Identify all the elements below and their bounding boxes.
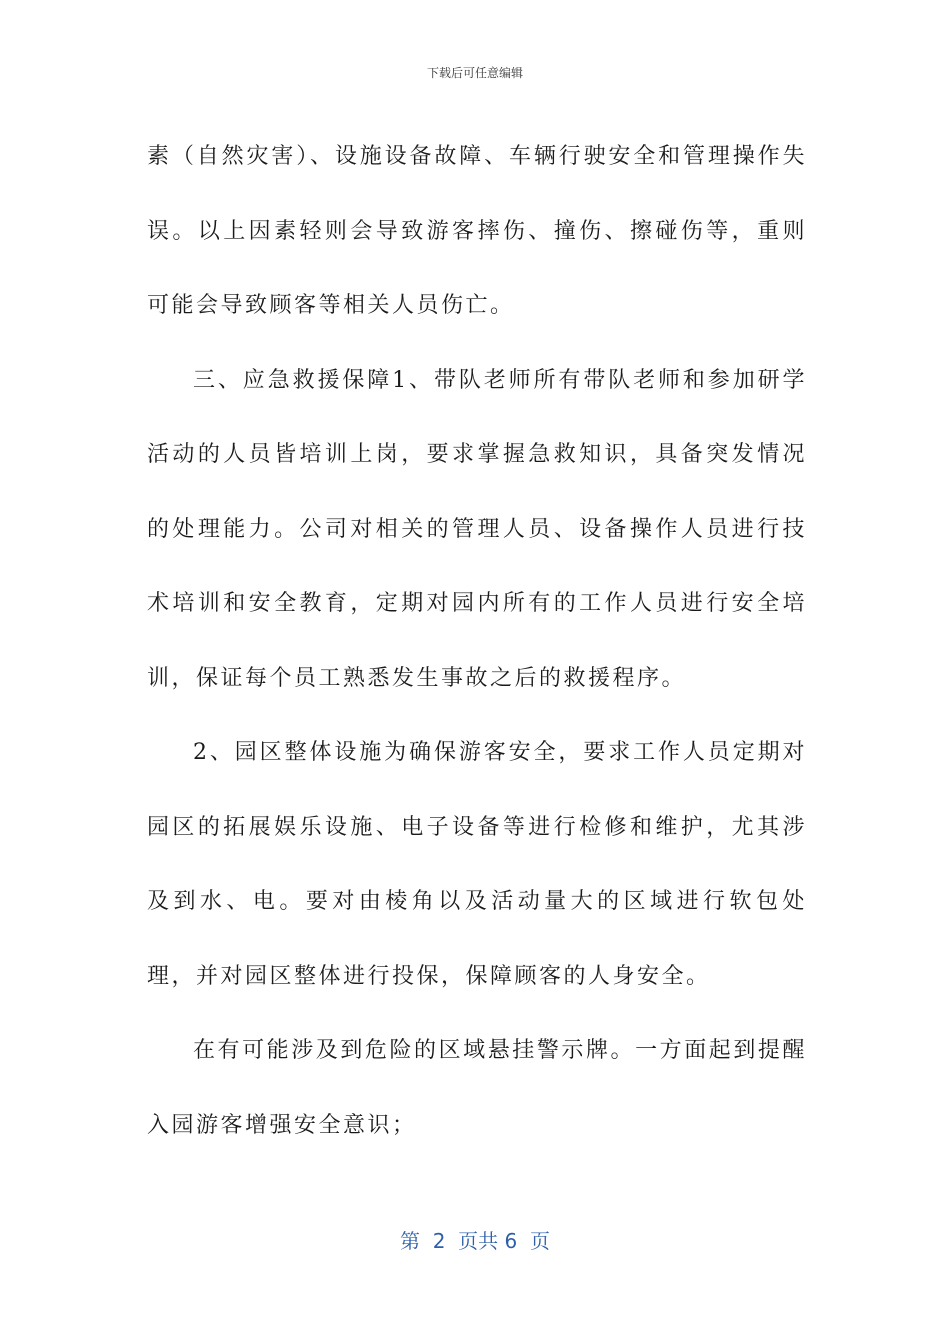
paragraph-park-facilities: 2、园区整体设施为确保游客安全，要求工作人员定期对园区的拓展娱乐设施、电子设备等进行检修和维护，尤其涉及到水、电。要对由棱角以及活动量大的区域进行软包处理，并对园区整体进行投保，保障顾客的人身安全。: [147, 740, 807, 989]
paragraph-continuation: 素（自然灾害）、设施设备故障、车辆行驶安全和管理操作失误。以上因素轻则会导致游客摔伤、撞伤、擦碰伤等，重则可能会导致顾客等相关人员伤亡。: [147, 144, 807, 318]
document-body: [147, 120, 807, 1163]
page-header: 下载后可任意编辑: [426, 66, 523, 80]
paragraph-emergency-rescue: 三、应急救援保障1、带队老师所有带队老师和参加研学活动的人员皆培训上岗，要求掌握急救知识，具备突发情况的处理能力。公司对相关的管理人员、设备操作人员进行技术培训和安全教育，定期对园内所有的工作人员进行安全培训，保证每个员工熟悉发生事故之后的救援程序。: [147, 367, 807, 691]
page-footer: 第 2 页共 6 页: [400, 1229, 550, 1253]
paragraph-warning-signs: 在有可能涉及到危险的区域悬挂警示牌。一方面起到提醒入园游客增强安全意识；: [147, 1038, 807, 1138]
